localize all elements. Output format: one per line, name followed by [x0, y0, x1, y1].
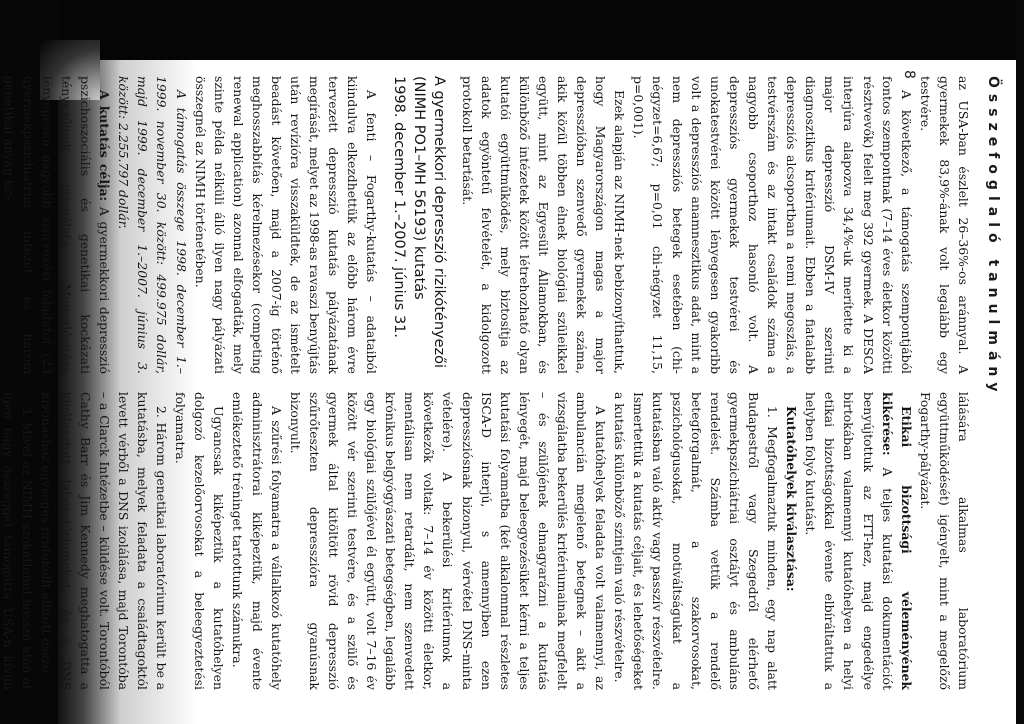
- paragraph: A következő, a támogatás szempontjából fontos szempontnak (7–14 éves életkor közötti résztvevők) felelt meg 392 gyermek. A DESCA interjúra alapozva 34,4%-uk merítette ki a major depresszió DSM-IV szerinti diagnosztikus kritériumait. Ebben a fiatalabb depressziós alcsoportban a nemi megoszlás, a testvérszám és az intakt családok száma a nagyobb csoporthoz hasonló volt. A depressziós gyermekek testvérei és unokatestvérei között lényegesen gyakoribb volt a depressziós anamnesztikus adat, mint a nem depressziós betegek esetében (chi-négyzet=6,67; p=0,01 chi-négyzet 11,15, p=0,001).: [631, 76, 914, 374]
- section-heading-line: A gyermekkori depresszió rizikótényezői: [431, 76, 448, 369]
- paragraph-lead: Etikai bizottsági véleményének kikérése:: [879, 392, 914, 690]
- section-heading-line: 1998. december 1.–2007. június 31.: [391, 76, 408, 339]
- list-item: 2. Három genetikai laboratórium került be a kutatásba, melyek feladata a családtagoktól levett vérből a DNS izolálása, majd Torontóba – a Clarck Intézetbe – küldése volt. Torontóból Cathy Barr és Jim Kennedy meghatogatta a kiválasztott laboratóriumokat, és a DNS kivonáshoz egységes protokollt állított össze.: [39, 392, 170, 690]
- rotated-document-area: [1, 62, 1015, 722]
- list-item: 3. Mivel az NIMH szokatlanul hosszú időn át igen nagy összeggel támogatta USA-n kívüli: [1, 392, 36, 690]
- right-column: [0, 392, 973, 690]
- paragraph: [0, 76, 114, 374]
- paragraph-lead: A kutatás célja:: [97, 90, 113, 202]
- page-number: 8: [901, 70, 917, 79]
- document-page: [1, 62, 1015, 722]
- section-heading-line: (NIMH PO1–MH 56193) kutatás: [411, 76, 428, 300]
- scan-border-top: [0, 0, 1024, 60]
- funding-note: A támogatás összege 1998. december 1.–1999. november 30. között: 499.975 dollár, majd 1999. december 1.–2007. június 3. között: 2.255.797 dollár.: [116, 76, 189, 374]
- paragraph: Ezek alapján az NIMH-nek bebizonyíthattuk, hogy Magyarországon magas a major depresszióban szenvedő gyermekek száma, akik közül többen élnek biológiai szüleikkel együtt, mint az Egyesült Államokban, és különböző intézetek között létrehozható olyan kutatói együttműködés, mely biztosítja az adatok egyöntetű felvételét, a kidolgozott protokoll betartását.: [459, 76, 628, 374]
- paragraph: A fenti – Fogarthy-kutatás – adataiból kiindulva elkezdhettük az előbb három évre tervezett depresszió kutatás pályázatának megírását, melyet az 1998-as ravaszi benyújtás után revízióra visszaküldtek, de az ismételt beadást követően, majd a 2007-ig történő meghosszabbítás kérelmezésekor (competing renewal application) azonnal elfogadták, mely szinte példa nélküli álló ilyen nagy pályázati összegnél az NIMH történetében.: [192, 76, 380, 374]
- paragraph: Ugyancsak kiképeztük a kutatóhelyen dolgozó kezelőorvosokat a beleegyeztetési folyamatra.: [173, 392, 227, 690]
- paragraph-text: A teljes kutatási dokumentációt benyújtottuk az ETT-hez, majd engedélye birtokában valamennyi kutatóhelyen a helyi etikai bizottságokkal évente elbíráltattuk a helyben folyó kutatást.: [803, 392, 895, 690]
- paragraph-text: A gyermekkori depresszió pszichoszociális és genetikai kockázati tényezőinek vizsgálata. Megvalósítása lényegesen nagyobb szervezési feladatot (23 gyermekpszichiátriai intézet és három genetikai anyag izo-: [1, 76, 113, 375]
- sub-heading: Kutatóhelyek kiválasztása:: [784, 406, 800, 592]
- list-item: 1. Megfogalmaztuk minden, egy nap alatt Budapestről vagy Szegedről elérhető gyermekpszichiátriai osztályt és ambuláns rendelést. Számba vettük a rendelő betegforgalmát, a szakorvosokat, pszichológusokat, motiváltságukat a kutatásban való aktív vagy passzív részvételre. Ismertettük a kutatás céljait, és lehetőségeket a kutatás különböző szintjein való részvételre.: [612, 392, 781, 690]
- paragraph: A kutatóhelyek feladata volt valamennyi, az ambulancián megjelenő betegnek – akit a vizsgálatba bekerülés kritériumainak megfelelt – és szülőjének elmagyarázni a kutatás lényegét, majd beleegyezésüket kérni a teljes kutatási folyamatba (két alkalommal részletes ISCA-D interjú, s amennyiben ezen depressziósnak bizonyul, vérvétel DNS-minta vételére). A bekerülési kritériumok a következők voltak: 7–14 év közötti életkor, mentálisan nem retardált, nem szenvedett krónikus belgyógyászati betegségben, legalább egy biológiai szülőjével él együtt, volt 7–16 év között vér szerinti testvére, és a szülő és gyermek által kitöltött rövid depresszió szűrőteszten depresszióra gyanúsnak bizonyult.: [287, 392, 609, 690]
- left-column: [0, 76, 973, 374]
- paragraph: az USA-ban észlelt 26–36%-os aránnyal. A gyermekek 83,9%-ának volt legalább egy testvére.: [917, 76, 971, 374]
- section-heading: [389, 76, 449, 374]
- paragraph: [801, 392, 916, 690]
- paragraph: A szűrési folyamatra a vállalkozó kutatóhely adminisztrátorai kiképeztük, majd évente emlékeztető tréninget tartottunk számukra.: [230, 392, 284, 690]
- running-header: Összefoglaló tanulmány: [985, 76, 1001, 398]
- scan-border-right: [1016, 0, 1024, 724]
- paragraph: lálására alkalmas laboratórium együttműködését) igényelt, mint a megelőző Fogarthy-pályázat.: [917, 392, 971, 690]
